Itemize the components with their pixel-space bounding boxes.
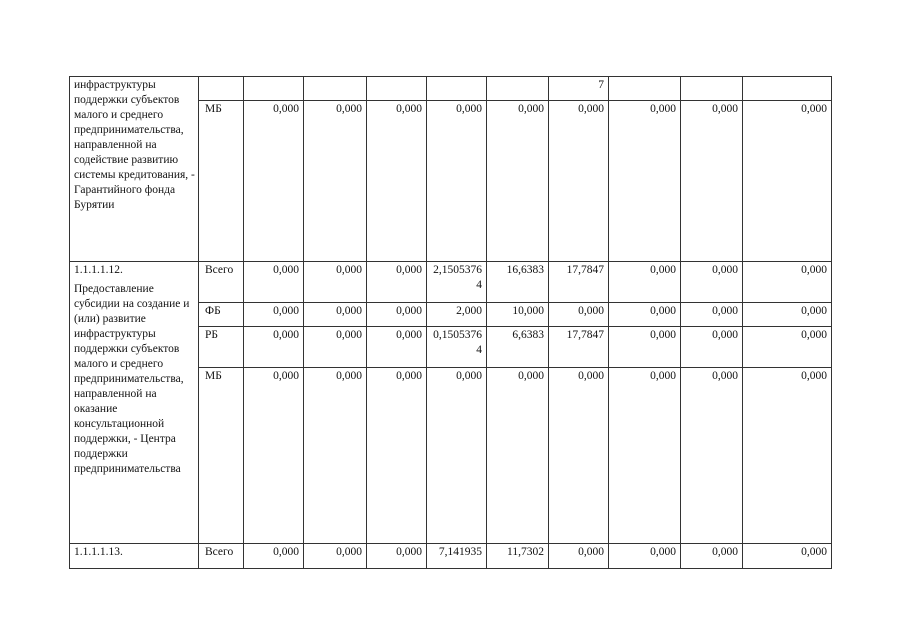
value-cell: 0,000 xyxy=(743,101,832,262)
table-row xyxy=(70,544,832,569)
value-cell: 7,141935 xyxy=(427,544,487,569)
value-cell xyxy=(304,77,367,101)
value-cell: 0,000 xyxy=(244,101,304,262)
value-cell: 0,000 xyxy=(244,544,304,569)
value-cell xyxy=(609,77,681,101)
value-cell: 0,000 xyxy=(367,303,427,327)
value-cell: 11,7302 xyxy=(487,544,549,569)
value-cell: 10,000 xyxy=(487,303,549,327)
value-cell: 0,000 xyxy=(609,327,681,368)
funding-source-cell xyxy=(199,77,244,101)
value-cell: 0,000 xyxy=(609,101,681,262)
funding-source-cell: Всего xyxy=(199,262,244,303)
value-cell: 0,000 xyxy=(304,544,367,569)
item-description-cell xyxy=(70,262,199,544)
item-description-cell xyxy=(70,77,199,262)
value-cell xyxy=(367,77,427,101)
value-cell: 0,000 xyxy=(681,262,743,303)
value-cell: 0,000 xyxy=(609,368,681,544)
value-cell: 17,7847 xyxy=(549,327,609,368)
value-cell: 7 xyxy=(549,77,609,101)
value-cell: 2,15053764 xyxy=(427,262,487,303)
table-row xyxy=(70,262,832,303)
value-cell: 16,6383 xyxy=(487,262,549,303)
funding-source-cell: РБ xyxy=(199,327,244,368)
value-cell: 0,000 xyxy=(244,262,304,303)
value-cell: 0,000 xyxy=(427,368,487,544)
value-cell xyxy=(427,77,487,101)
value-cell: 0,000 xyxy=(549,544,609,569)
value-cell: 0,000 xyxy=(743,303,832,327)
value-cell: 0,000 xyxy=(681,327,743,368)
budget-table xyxy=(69,76,832,569)
item-description-cell xyxy=(70,544,199,569)
value-cell: 0,000 xyxy=(549,101,609,262)
value-cell: 0,000 xyxy=(367,262,427,303)
value-cell: 0,15053764 xyxy=(427,327,487,368)
value-cell: 0,000 xyxy=(244,368,304,544)
value-cell: 0,000 xyxy=(681,544,743,569)
value-cell: 0,000 xyxy=(549,303,609,327)
funding-source-cell: Всего xyxy=(199,544,244,569)
item-code: 1.1.1.1.13. xyxy=(74,546,123,558)
value-cell: 0,000 xyxy=(304,303,367,327)
value-cell: 0,000 xyxy=(681,101,743,262)
funding-source-cell: МБ xyxy=(199,368,244,544)
value-cell: 0,000 xyxy=(743,262,832,303)
value-cell: 0,000 xyxy=(549,368,609,544)
item-description: инфраструктуры поддержки субъектов малого и среднего предпринимательства, направленной на содействие развитию системы кредитования, - Гарантийного фонда Бурятии xyxy=(74,79,195,211)
value-cell: 0,000 xyxy=(304,368,367,544)
value-cell: 0,000 xyxy=(244,303,304,327)
value-cell: 0,000 xyxy=(681,303,743,327)
value-cell: 0,000 xyxy=(367,101,427,262)
value-cell: 0,000 xyxy=(743,544,832,569)
funding-source-cell: МБ xyxy=(199,101,244,262)
value-cell: 0,000 xyxy=(304,327,367,368)
value-cell xyxy=(743,77,832,101)
value-cell: 0,000 xyxy=(367,544,427,569)
value-cell xyxy=(244,77,304,101)
value-cell: 0,000 xyxy=(743,327,832,368)
value-cell: 0,000 xyxy=(427,101,487,262)
value-cell: 0,000 xyxy=(367,327,427,368)
table-row xyxy=(70,77,832,101)
value-cell xyxy=(487,77,549,101)
value-cell: 0,000 xyxy=(487,368,549,544)
value-cell: 0,000 xyxy=(244,327,304,368)
value-cell: 17,7847 xyxy=(549,262,609,303)
value-cell: 0,000 xyxy=(609,544,681,569)
value-cell: 0,000 xyxy=(304,101,367,262)
value-cell: 0,000 xyxy=(367,368,427,544)
value-cell: 2,000 xyxy=(427,303,487,327)
value-cell: 0,000 xyxy=(609,262,681,303)
value-cell: 0,000 xyxy=(609,303,681,327)
value-cell: 0,000 xyxy=(487,101,549,262)
value-cell xyxy=(681,77,743,101)
value-cell: 0,000 xyxy=(304,262,367,303)
item-title: Предоставление субсидии на создание и (или) развитие инфраструктуры поддержки субъектов малого и среднего предпринимательства, направленной на оказание консультационной поддержки, - Центра поддержки предпринимательства xyxy=(74,283,190,475)
value-cell: 0,000 xyxy=(743,368,832,544)
value-cell: 6,6383 xyxy=(487,327,549,368)
value-cell: 0,000 xyxy=(681,368,743,544)
funding-source-cell: ФБ xyxy=(199,303,244,327)
item-code: 1.1.1.1.12. xyxy=(74,264,123,276)
